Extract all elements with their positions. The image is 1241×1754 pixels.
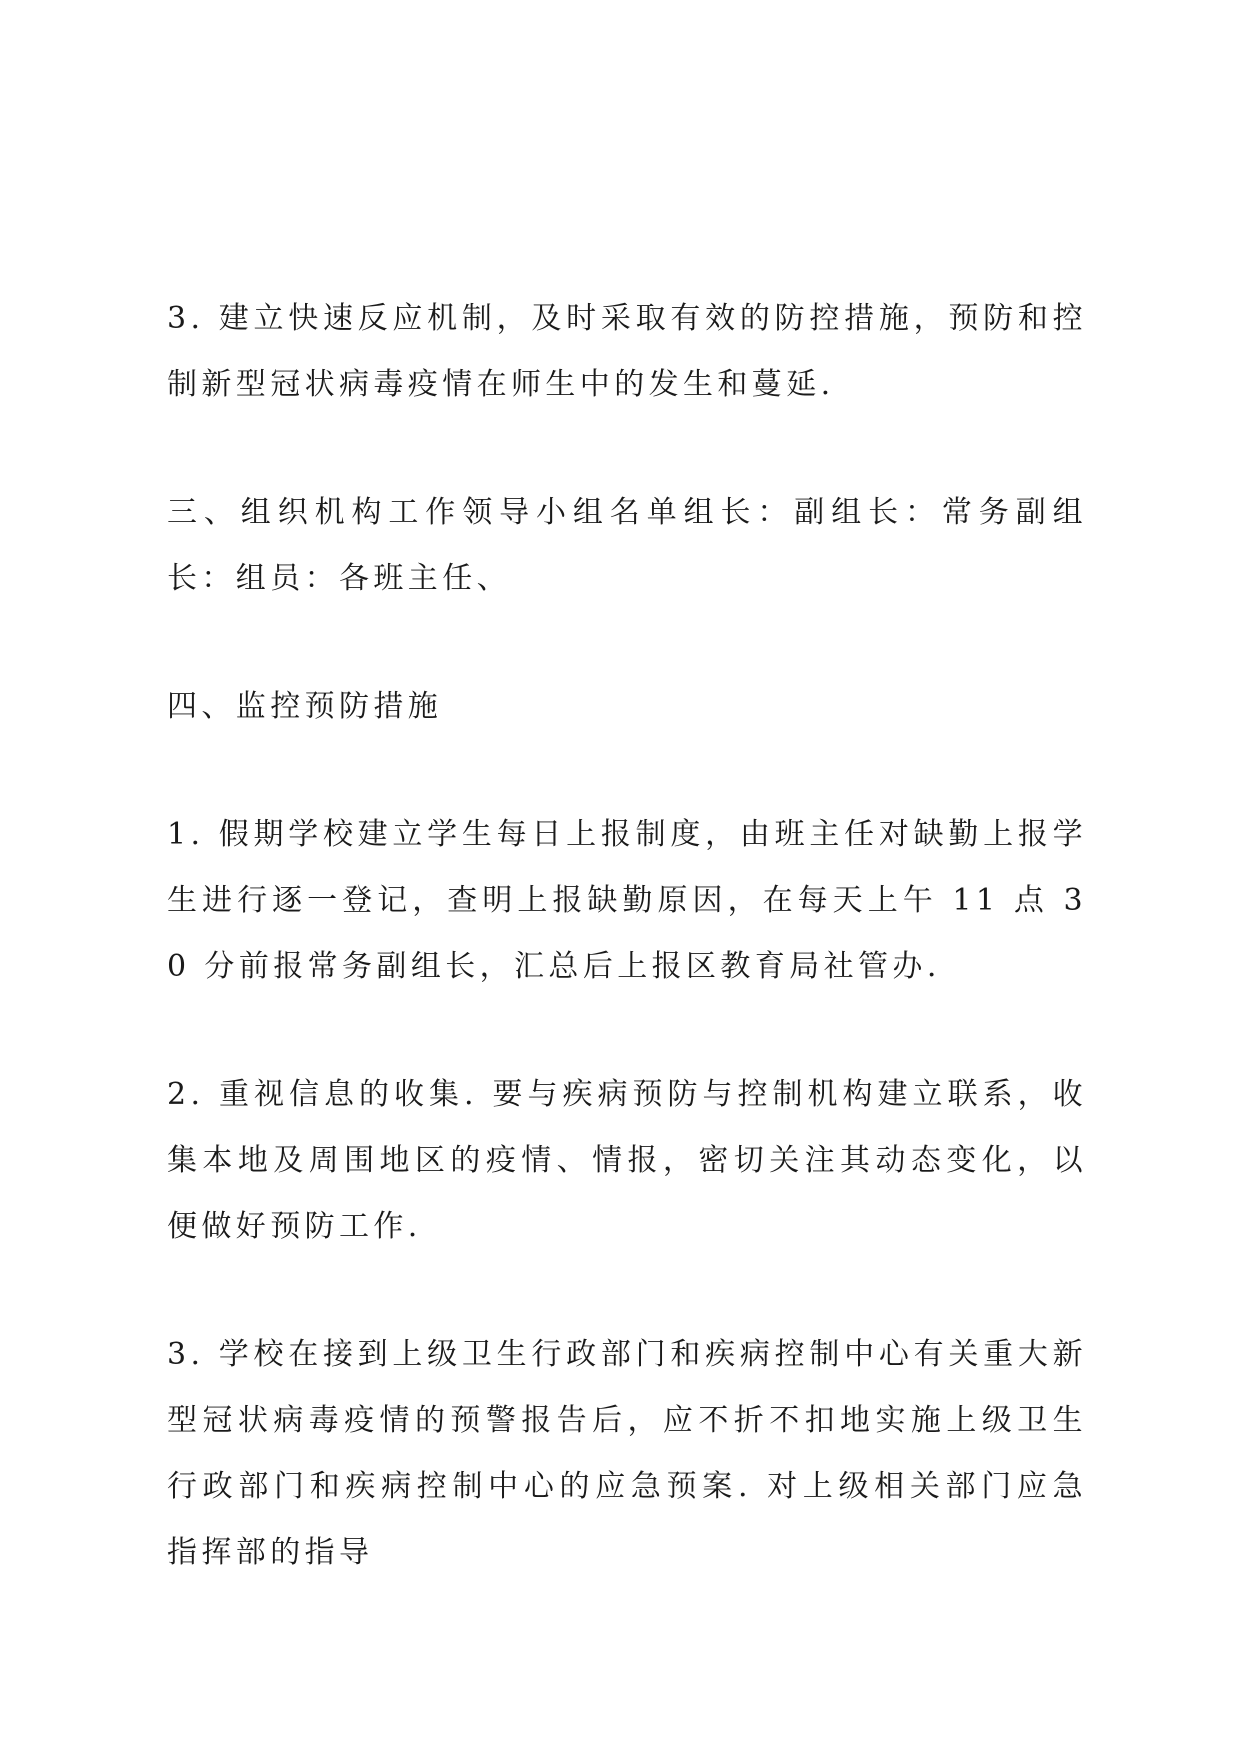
paragraph-item-3-emergency-plan: 3. 学校在接到上级卫生行政部门和疾病控制中心有关重大新型冠状病毒疫情的预警报告后，应不折不扣地实施上级卫生行政部门和疾病控制中心的应急预案. 对上级相关部门应急指挥部的指导 bbox=[167, 1337, 1087, 1570]
paragraph-item-2-information: 2. 重视信息的收集. 要与疾病预防与控制机构建立联系，收集本地及周围地区的疫情、情报，密切关注其动态变化，以便做好预防工作. bbox=[167, 1077, 1087, 1244]
section-heading-organization: 三、组织机构工作领导小组名单组长：副组长：常务副组长：组员：各班主任、 bbox=[167, 495, 1087, 596]
section-heading-monitoring: 四、监控预防措施 bbox=[167, 689, 443, 724]
paragraph-item-1-daily-report: 1. 假期学校建立学生每日上报制度，由班主任对缺勤上报学生进行逐一登记，查明上报缺勤原因，在每天上午 11 点 30 分前报常务副组长，汇总后上报区教育局社管办. bbox=[167, 817, 1087, 984]
document-body bbox=[167, 286, 1087, 1586]
paragraph-item-3-rapid-response: 3. 建立快速反应机制，及时采取有效的防控措施，预防和控制新型冠状病毒疫情在师生中的发生和蔓延. bbox=[167, 301, 1087, 402]
